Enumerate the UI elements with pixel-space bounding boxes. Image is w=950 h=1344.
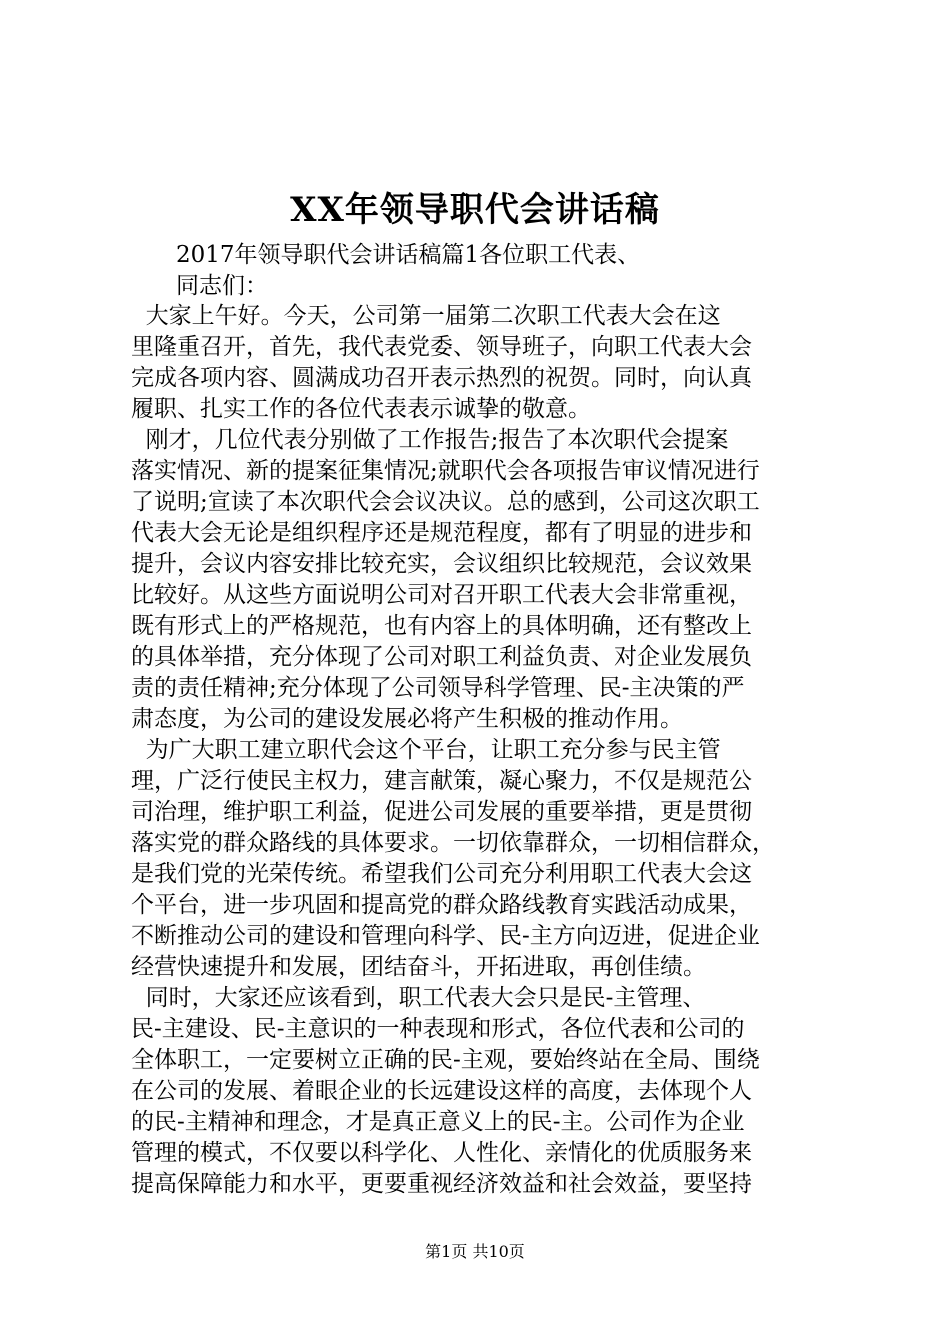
body-text: [131, 301, 831, 1200]
page-title: XX年领导职代会讲话稿: [290, 190, 660, 230]
paragraph-line: 了说明;宣读了本次职代会会议决议。总的感到，公司这次职工: [131, 489, 760, 515]
page-footer: 第1页 共10页: [425, 1242, 525, 1261]
paragraph-line: 同时，大家还应该看到，职工代表大会只是民-主管理、: [131, 985, 706, 1011]
paragraph-line: 代表大会无论是组织程序还是规范程度，都有了明显的进步和: [131, 520, 752, 546]
paragraph: [131, 425, 831, 735]
paragraph-line: 个平台，进一步巩固和提高党的群众路线教育实践活动成果，: [131, 892, 752, 918]
paragraph: [131, 983, 831, 1200]
paragraph-line: 肃态度，为公司的建设发展必将产生积极的推动作用。: [131, 706, 683, 732]
paragraph-line: 提升，会议内容安排比较充实，会议组织比较规范，会议效果: [131, 551, 752, 577]
paragraph-line: 履职、扎实工作的各位代表表示诚挚的敬意。: [131, 396, 591, 422]
paragraph-line: 责的责任精神;充分体现了公司领导科学管理、民-主决策的严: [131, 675, 745, 701]
intro-line: 2017年领导职代会讲话稿篇1各位职工代表、: [176, 242, 641, 268]
paragraph-line: 管理的模式，不仅要以科学化、人性化、亲情化的优质服务来: [131, 1140, 752, 1166]
paragraph-line: 大家上午好。今天，公司第一届第二次职工代表大会在这: [131, 303, 721, 329]
paragraph-line: 在公司的发展、着眼企业的长远建设这样的高度，去体现个人: [131, 1078, 752, 1104]
paragraph-line: 为广大职工建立职代会这个平台，让职工充分参与民主管: [131, 737, 721, 763]
paragraph-line: 既有形式上的严格规范，也有内容上的具体明确，还有整改上: [131, 613, 752, 639]
paragraph-line: 完成各项内容、圆满成功召开表示热烈的祝贺。同时，向认真: [131, 365, 752, 391]
paragraph-line: 不断推动公司的建设和管理向科学、民-主方向迈进，促进企业: [131, 923, 760, 949]
paragraph-line: 的具体举措，充分体现了公司对职工利益负责、对企业发展负: [131, 644, 752, 670]
intro: [176, 240, 640, 302]
paragraph-line: 司治理，维护职工利益，促进公司发展的重要举措，更是贯彻: [131, 799, 752, 825]
paragraph-line: 里隆重召开，首先，我代表党委、领导班子，向职工代表大会: [131, 334, 752, 360]
paragraph-line: 落实党的群众路线的具体要求。一切依靠群众，一切相信群众，: [131, 830, 775, 856]
paragraph: [131, 301, 831, 425]
paragraph-line: 全体职工，一定要树立正确的民-主观，要始终站在全局、围绕: [131, 1047, 760, 1073]
paragraph-line: 比较好。从这些方面说明公司对召开职工代表大会非常重视，: [131, 582, 752, 608]
paragraph-line: 刚才，几位代表分别做了工作报告;报告了本次职代会提案: [131, 427, 729, 453]
paragraph-line: 经营快速提升和发展，团结奋斗，开拓进取，再创佳绩。: [131, 954, 706, 980]
intro-line: 同志们：: [176, 273, 268, 299]
paragraph-line: 是我们党的光荣传统。希望我们公司充分利用职工代表大会这: [131, 861, 752, 887]
paragraph: [131, 735, 831, 983]
paragraph-line: 落实情况、新的提案征集情况;就职代会各项报告审议情况进行: [131, 458, 760, 484]
paragraph-line: 民-主建设、民-主意识的一种表现和形式，各位代表和公司的: [131, 1016, 745, 1042]
paragraph-line: 提高保障能力和水平，更要重视经济效益和社会效益，要坚持: [131, 1171, 752, 1197]
paragraph-line: 理，广泛行使民主权力，建言献策，凝心聚力，不仅是规范公: [131, 768, 752, 794]
paragraph-line: 的民-主精神和理念，才是真正意义上的民-主。公司作为企业: [131, 1109, 745, 1135]
